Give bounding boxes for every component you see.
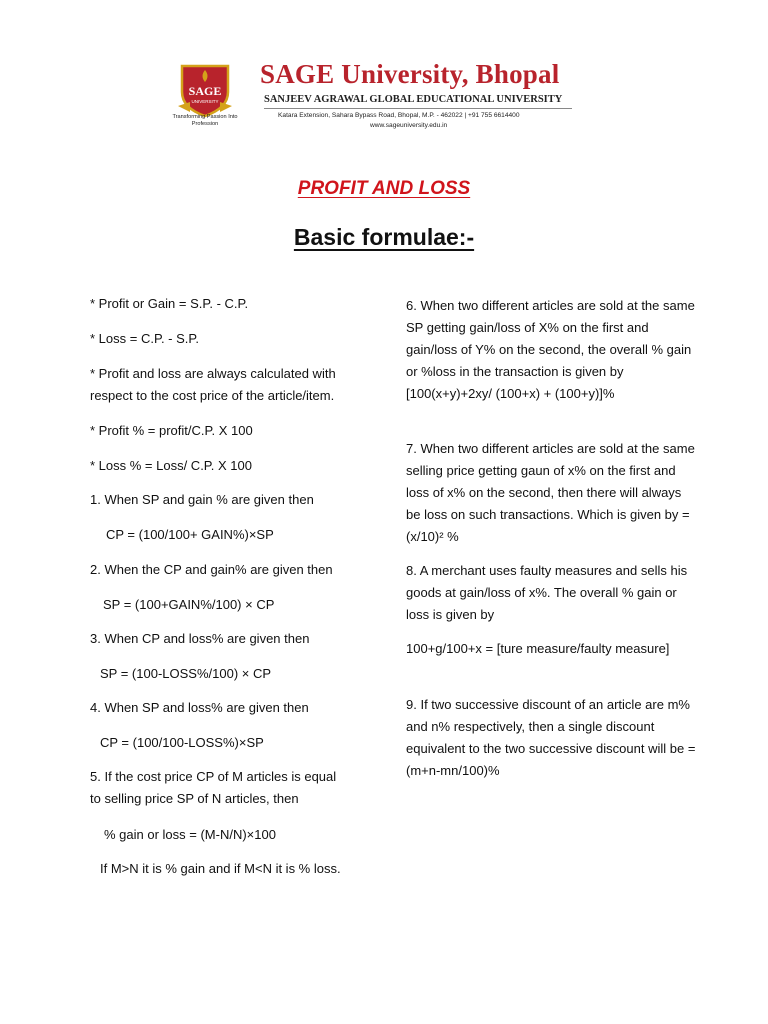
rule-8 [406,560,696,660]
formula-profit-percent: * Profit % = profit/C.P. X 100 [90,423,253,438]
note-cost-price-line-1: * Profit and loss are always calculated with [90,366,336,381]
rule-4-formula: CP = (100/100-LOSS%)×SP [100,735,264,750]
rule-1-heading: 1. When SP and gain % are given then [90,492,314,507]
rule-2-heading: 2. When the CP and gain% are given then [90,562,333,577]
logo-text: SAGE [188,84,222,98]
university-name: SAGE University, Bhopal [260,59,560,89]
rule-6 [406,295,696,405]
formula-loss-percent: * Loss % = Loss/ C.P. X 100 [90,458,252,473]
rule-5-heading-line-1: 5. If the cost price CP of M articles is equal [90,769,337,784]
formula-profit: * Profit or Gain = S.P. - C.P. [90,296,249,311]
university-full-name: SANJEEV AGRAWAL GLOBAL EDUCATIONAL UNIVERSITY [264,94,563,105]
header-divider [264,108,572,109]
rule-8-formula: 100+g/100+x = [ture measure/faulty measure] [406,641,670,656]
document-title: PROFIT AND LOSS [297,178,471,199]
formula-loss: * Loss = C.P. - S.P. [90,331,199,346]
letterhead [92,44,680,148]
note-cost-price-line-2: respect to the cost price of the article/item. [90,388,335,403]
rule-5-formula: % gain or loss = (M-N/N)×100 [104,827,276,842]
rule-2-formula: SP = (100+GAIN%/100) × CP [103,597,275,612]
university-address: Katara Extension, Sahara Bypass Road, Bhopal, M.P. - 462022 | +91 755 6614400 [278,112,520,119]
rule-3-formula: SP = (100-LOSS%/100) × CP [100,666,272,681]
rule-3-heading: 3. When CP and loss% are given then [90,631,310,646]
document-subtitle: Basic formulae:- [293,224,475,250]
rule-7 [406,438,696,548]
rule-9-text: 9. If two successive discount of an article are m% and n% respectively, then a single discount equivalent to the two successive discount will be = (m+n-mn/100)% [406,697,696,778]
university-crest-icon [176,62,234,118]
rule-6-text: 6. When two different articles are sold at the same SP getting gain/loss of X% on the first and gain/loss of Y% on the second, the overall % gain or %loss in the transaction is given by [406,298,695,379]
rule-4-heading: 4. When SP and loss% are given then [90,700,309,715]
rule-8-text: 8. A merchant uses faulty measures and sells his goods at gain/loss of x%. The overall % gain or loss is given by [406,563,688,622]
rule-5-note: If M>N it is % gain and if M<N it is % loss. [100,861,341,876]
rule-7-text: 7. When two different articles are sold at the same selling price getting gaun of x% on the first and loss of x% on the second, then there will always be loss on such transactions. Which is given by = (x/10)² % [406,441,695,544]
rule-1-formula: CP = (100/100+ GAIN%)×SP [106,527,274,542]
rule-5-heading-line-2: to selling price SP of N articles, then [90,791,299,806]
university-website: www.sageuniversity.edu.in [370,122,448,129]
logo-subtext: UNIVERSITY [191,99,219,104]
tagline: Transforming Passion Into Profession [172,114,238,127]
rule-9 [406,694,696,782]
rule-6-formula: [100(x+y)+2xy/ (100+x) + (100+y)]% [406,386,615,401]
